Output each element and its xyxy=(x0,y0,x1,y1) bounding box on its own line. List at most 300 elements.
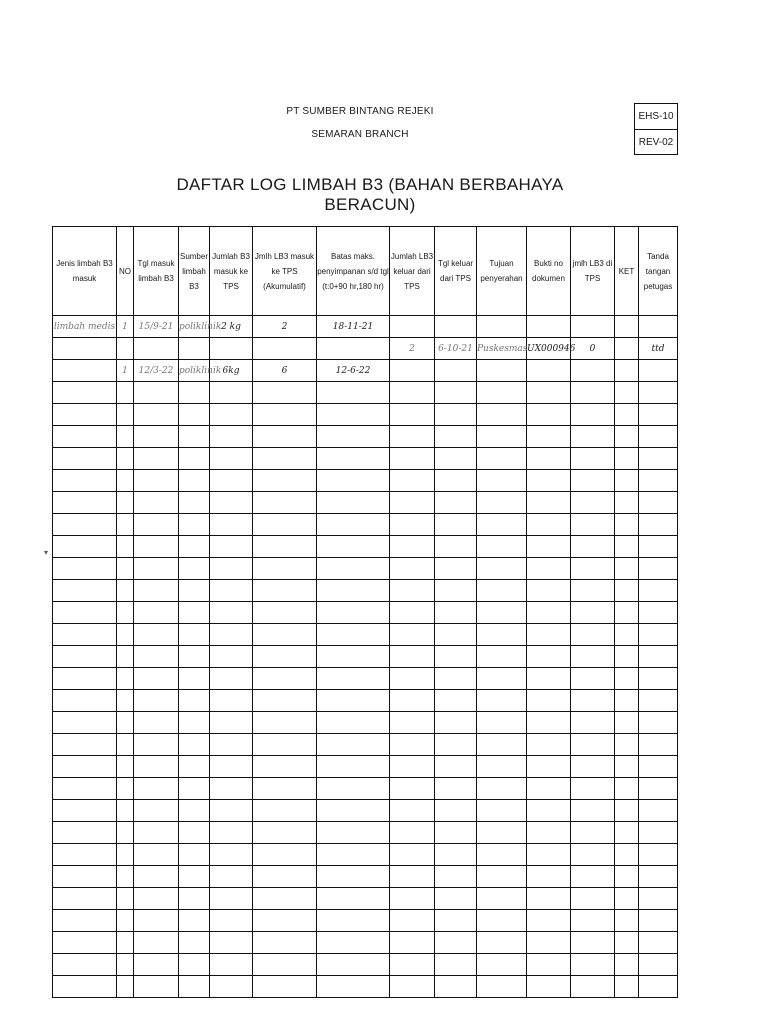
table-cell xyxy=(571,888,615,910)
table-cell xyxy=(477,888,527,910)
table-cell xyxy=(615,646,639,668)
table-cell xyxy=(435,580,477,602)
table-cell xyxy=(53,778,117,800)
table-cell xyxy=(639,866,678,888)
table-cell xyxy=(435,448,477,470)
table-cell xyxy=(477,976,527,998)
table-cell xyxy=(117,536,134,558)
table-cell xyxy=(571,404,615,426)
table-cell xyxy=(477,426,527,448)
table-cell xyxy=(179,492,210,514)
table-cell xyxy=(53,910,117,932)
table-cell xyxy=(527,734,571,756)
table-cell xyxy=(390,866,435,888)
table-cell xyxy=(317,822,390,844)
table-cell xyxy=(253,954,317,976)
table-cell xyxy=(435,734,477,756)
table-cell xyxy=(317,382,390,404)
table-cell xyxy=(179,382,210,404)
table-cell xyxy=(390,536,435,558)
empty-table-row xyxy=(53,470,678,492)
table-cell xyxy=(317,690,390,712)
table-cell xyxy=(615,712,639,734)
empty-table-row xyxy=(53,844,678,866)
table-cell xyxy=(615,580,639,602)
table-cell: 18-11-21 xyxy=(317,316,390,338)
table-cell xyxy=(527,844,571,866)
table-cell xyxy=(390,470,435,492)
table-cell xyxy=(435,778,477,800)
table-cell xyxy=(571,580,615,602)
table-cell xyxy=(571,382,615,404)
table-cell xyxy=(179,558,210,580)
table-cell xyxy=(317,932,390,954)
table-cell xyxy=(53,800,117,822)
table-cell xyxy=(527,514,571,536)
table-cell xyxy=(253,426,317,448)
table-cell xyxy=(477,404,527,426)
table-cell xyxy=(571,954,615,976)
table-cell xyxy=(117,844,134,866)
table-cell xyxy=(527,448,571,470)
table-cell xyxy=(253,800,317,822)
table-cell xyxy=(53,470,117,492)
col-header-no: NO xyxy=(117,227,134,316)
table-cell xyxy=(477,800,527,822)
table-cell xyxy=(117,800,134,822)
table-cell: 1 xyxy=(117,316,134,338)
table-cell xyxy=(53,866,117,888)
table-cell xyxy=(527,624,571,646)
table-cell xyxy=(435,756,477,778)
table-cell xyxy=(179,778,210,800)
table-cell xyxy=(615,954,639,976)
table-cell xyxy=(571,316,615,338)
table-cell xyxy=(134,954,179,976)
table-cell xyxy=(53,580,117,602)
table-row xyxy=(53,316,678,338)
table-cell xyxy=(527,580,571,602)
table-cell xyxy=(134,778,179,800)
table-cell xyxy=(527,800,571,822)
document-code-box xyxy=(634,103,678,155)
table-cell xyxy=(53,492,117,514)
table-cell xyxy=(639,712,678,734)
table-cell xyxy=(117,756,134,778)
table-cell xyxy=(53,954,117,976)
table-cell xyxy=(615,316,639,338)
table-cell xyxy=(317,536,390,558)
table-cell xyxy=(179,338,210,360)
table-cell xyxy=(179,844,210,866)
table-cell xyxy=(179,690,210,712)
table-cell xyxy=(317,514,390,536)
table-cell xyxy=(53,448,117,470)
table-cell xyxy=(117,338,134,360)
table-cell xyxy=(435,932,477,954)
col-header-tgl-keluar: Tgl keluar dari TPS xyxy=(435,227,477,316)
table-cell xyxy=(477,712,527,734)
table-cell xyxy=(639,602,678,624)
table-cell xyxy=(317,800,390,822)
table-cell xyxy=(615,822,639,844)
table-cell: 12-6-22 xyxy=(317,360,390,382)
table-cell xyxy=(317,338,390,360)
table-cell xyxy=(571,800,615,822)
table-cell xyxy=(179,910,210,932)
waste-log-table xyxy=(52,226,678,998)
table-cell xyxy=(134,492,179,514)
table-cell xyxy=(317,976,390,998)
table-cell xyxy=(317,668,390,690)
empty-table-row xyxy=(53,426,678,448)
table-cell xyxy=(134,822,179,844)
table-cell xyxy=(117,668,134,690)
table-cell xyxy=(53,382,117,404)
table-cell: 12/3-22 xyxy=(134,360,179,382)
table-cell xyxy=(179,866,210,888)
table-cell xyxy=(317,778,390,800)
table-cell xyxy=(639,316,678,338)
table-cell xyxy=(210,844,253,866)
table-cell xyxy=(571,470,615,492)
table-cell xyxy=(253,756,317,778)
table-cell xyxy=(179,756,210,778)
table-cell xyxy=(477,668,527,690)
table-cell xyxy=(390,382,435,404)
table-cell xyxy=(253,558,317,580)
table-cell xyxy=(571,712,615,734)
table-cell xyxy=(179,822,210,844)
table-cell xyxy=(615,910,639,932)
table-cell xyxy=(571,624,615,646)
table-cell xyxy=(53,360,117,382)
table-body xyxy=(53,316,678,998)
table-cell xyxy=(571,822,615,844)
table-cell xyxy=(639,514,678,536)
table-cell xyxy=(179,404,210,426)
table-cell xyxy=(210,888,253,910)
table-cell xyxy=(527,712,571,734)
table-cell xyxy=(571,844,615,866)
table-cell xyxy=(317,888,390,910)
table-cell xyxy=(53,602,117,624)
table-cell xyxy=(53,558,117,580)
table-cell xyxy=(179,514,210,536)
table-cell xyxy=(435,492,477,514)
table-cell xyxy=(615,888,639,910)
table-cell: UX000946 xyxy=(527,338,571,360)
empty-table-row xyxy=(53,536,678,558)
table-cell xyxy=(571,514,615,536)
table-cell xyxy=(253,668,317,690)
empty-table-row xyxy=(53,668,678,690)
table-cell xyxy=(53,404,117,426)
table-cell xyxy=(477,602,527,624)
table-cell xyxy=(435,668,477,690)
table-cell xyxy=(210,800,253,822)
table-cell xyxy=(134,976,179,998)
table-cell xyxy=(639,976,678,998)
table-cell xyxy=(527,778,571,800)
table-cell xyxy=(639,734,678,756)
table-cell: 6kg xyxy=(210,360,253,382)
table-cell: 2 kg xyxy=(210,316,253,338)
col-header-jumlah-keluar: Jumlah LB3 keluar dari TPS xyxy=(390,227,435,316)
table-cell xyxy=(210,448,253,470)
table-cell xyxy=(527,822,571,844)
table-cell xyxy=(210,668,253,690)
table-cell xyxy=(639,646,678,668)
table-cell xyxy=(615,800,639,822)
table-cell xyxy=(390,580,435,602)
table-cell xyxy=(53,646,117,668)
table-cell xyxy=(179,448,210,470)
table-cell xyxy=(527,382,571,404)
table-cell xyxy=(134,734,179,756)
table-cell xyxy=(527,404,571,426)
table-cell xyxy=(134,470,179,492)
table-cell xyxy=(117,734,134,756)
col-header-bukti-dokumen: Bukti no dokumen xyxy=(527,227,571,316)
table-cell xyxy=(615,382,639,404)
table-cell xyxy=(527,976,571,998)
table-cell xyxy=(615,360,639,382)
table-cell xyxy=(134,404,179,426)
table-cell xyxy=(253,580,317,602)
table-cell xyxy=(317,558,390,580)
table-cell xyxy=(615,624,639,646)
table-cell xyxy=(615,514,639,536)
table-cell xyxy=(179,580,210,602)
table-cell xyxy=(253,888,317,910)
table-cell xyxy=(435,646,477,668)
table-cell xyxy=(435,360,477,382)
table-cell xyxy=(435,888,477,910)
table-cell xyxy=(615,338,639,360)
table-cell xyxy=(253,844,317,866)
table-cell xyxy=(53,844,117,866)
table-cell xyxy=(134,624,179,646)
table-cell xyxy=(210,976,253,998)
table-cell xyxy=(179,602,210,624)
table-cell xyxy=(117,822,134,844)
table-cell xyxy=(527,602,571,624)
table-cell xyxy=(639,536,678,558)
table-cell xyxy=(390,800,435,822)
table-cell xyxy=(179,712,210,734)
table-cell xyxy=(253,514,317,536)
table-cell xyxy=(615,756,639,778)
empty-table-row xyxy=(53,800,678,822)
table-cell xyxy=(210,404,253,426)
table-cell xyxy=(477,360,527,382)
table-cell xyxy=(639,448,678,470)
table-cell xyxy=(53,668,117,690)
empty-table-row xyxy=(53,734,678,756)
table-cell xyxy=(53,690,117,712)
table-cell xyxy=(117,910,134,932)
table-cell xyxy=(210,778,253,800)
table-cell: poliklinik xyxy=(179,316,210,338)
table-cell xyxy=(571,558,615,580)
table-cell xyxy=(435,954,477,976)
table-cell xyxy=(435,624,477,646)
table-cell xyxy=(477,580,527,602)
empty-table-row xyxy=(53,492,678,514)
table-cell xyxy=(117,470,134,492)
table-cell xyxy=(639,404,678,426)
table-cell xyxy=(253,602,317,624)
table-cell xyxy=(435,426,477,448)
table-cell xyxy=(390,404,435,426)
table-cell xyxy=(390,734,435,756)
table-cell xyxy=(210,712,253,734)
table-cell xyxy=(317,646,390,668)
table-cell xyxy=(210,602,253,624)
table-cell xyxy=(179,470,210,492)
table-cell xyxy=(134,646,179,668)
table-cell xyxy=(53,514,117,536)
table-cell xyxy=(527,690,571,712)
table-cell xyxy=(134,668,179,690)
table-cell xyxy=(615,470,639,492)
table-cell xyxy=(117,976,134,998)
table-cell xyxy=(117,426,134,448)
table-cell xyxy=(571,976,615,998)
table-cell xyxy=(253,448,317,470)
table-cell xyxy=(317,844,390,866)
table-cell xyxy=(390,624,435,646)
table-cell xyxy=(117,888,134,910)
table-cell: limbah medis xyxy=(53,316,117,338)
table-cell xyxy=(615,932,639,954)
table-cell xyxy=(615,536,639,558)
table-cell xyxy=(571,492,615,514)
table-cell xyxy=(615,404,639,426)
table-cell xyxy=(435,844,477,866)
table-cell: 2 xyxy=(253,316,317,338)
table-cell xyxy=(253,712,317,734)
table-cell: 6 xyxy=(253,360,317,382)
table-cell xyxy=(639,558,678,580)
table-cell xyxy=(477,624,527,646)
table-cell xyxy=(117,602,134,624)
table-cell xyxy=(134,910,179,932)
table-cell xyxy=(435,602,477,624)
table-cell xyxy=(317,470,390,492)
table-cell xyxy=(390,690,435,712)
table-cell xyxy=(390,602,435,624)
table-cell xyxy=(390,888,435,910)
table-cell xyxy=(117,712,134,734)
table-cell xyxy=(615,690,639,712)
table-cell xyxy=(435,822,477,844)
table-cell xyxy=(253,536,317,558)
table-cell xyxy=(134,536,179,558)
scan-mark: ▾ xyxy=(44,548,49,557)
table-cell xyxy=(477,844,527,866)
table-header-row xyxy=(53,227,678,316)
table-cell xyxy=(639,778,678,800)
table-cell xyxy=(179,734,210,756)
table-cell xyxy=(317,580,390,602)
company-name: PT SUMBER BINTANG REJEKI xyxy=(286,106,434,117)
col-header-tujuan: Tujuan penyerahan xyxy=(477,227,527,316)
table-cell xyxy=(477,954,527,976)
table-cell xyxy=(615,844,639,866)
table-cell xyxy=(179,668,210,690)
table-cell xyxy=(253,492,317,514)
table-cell xyxy=(390,514,435,536)
table-cell xyxy=(527,360,571,382)
revision-code: REV-02 xyxy=(638,137,674,148)
table-cell xyxy=(527,492,571,514)
table-cell xyxy=(253,822,317,844)
table-cell xyxy=(53,932,117,954)
table-cell xyxy=(317,734,390,756)
table-cell xyxy=(53,822,117,844)
table-cell xyxy=(179,624,210,646)
table-cell xyxy=(571,360,615,382)
table-cell xyxy=(477,382,527,404)
empty-table-row xyxy=(53,932,678,954)
table-cell: Puskesmas xyxy=(477,338,527,360)
empty-table-row xyxy=(53,580,678,602)
table-cell xyxy=(134,888,179,910)
form-title: DAFTAR LOG LIMBAH B3 (BAHAN BERBAHAYA BERACUN) xyxy=(176,175,564,214)
table-cell xyxy=(390,756,435,778)
table-cell: 6-10-21 xyxy=(435,338,477,360)
table-row xyxy=(53,338,678,360)
table-cell xyxy=(210,470,253,492)
table-cell xyxy=(527,470,571,492)
table-cell xyxy=(179,954,210,976)
empty-table-row xyxy=(53,778,678,800)
table-cell xyxy=(435,536,477,558)
table-cell xyxy=(435,976,477,998)
table-cell xyxy=(477,536,527,558)
empty-table-row xyxy=(53,448,678,470)
table-cell xyxy=(571,734,615,756)
table-cell xyxy=(639,492,678,514)
empty-table-row xyxy=(53,954,678,976)
table-cell xyxy=(179,976,210,998)
col-header-sumber: Sumber limbah B3 xyxy=(179,227,210,316)
table-cell xyxy=(317,602,390,624)
table-cell xyxy=(53,888,117,910)
table-cell xyxy=(615,492,639,514)
table-cell xyxy=(179,800,210,822)
table-cell xyxy=(477,866,527,888)
table-cell xyxy=(571,536,615,558)
table-cell xyxy=(390,360,435,382)
table-cell xyxy=(477,514,527,536)
table-cell xyxy=(253,932,317,954)
table-cell xyxy=(477,932,527,954)
table-cell xyxy=(615,448,639,470)
table-cell xyxy=(253,624,317,646)
empty-table-row xyxy=(53,382,678,404)
table-cell xyxy=(210,426,253,448)
table-cell xyxy=(117,954,134,976)
empty-table-row xyxy=(53,690,678,712)
table-cell: 1 xyxy=(117,360,134,382)
table-cell xyxy=(210,492,253,514)
table-cell xyxy=(317,756,390,778)
table-cell: 0 xyxy=(571,338,615,360)
table-cell xyxy=(117,690,134,712)
